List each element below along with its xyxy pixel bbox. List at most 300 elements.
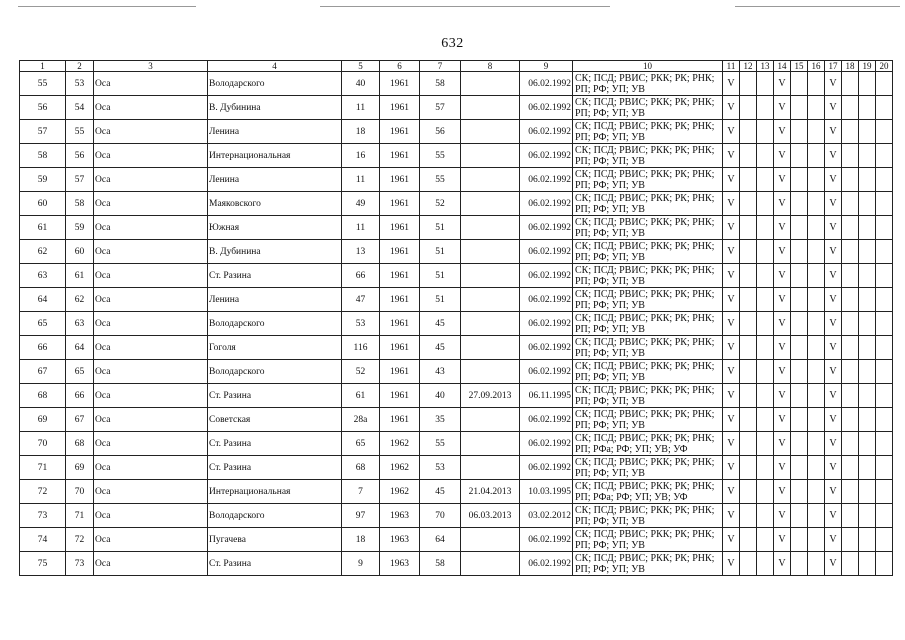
empty-col20-cell xyxy=(876,552,893,576)
wear-percent-cell: 51 xyxy=(420,240,461,264)
empty-col20-cell xyxy=(876,312,893,336)
object-number: 67 xyxy=(66,408,94,432)
table-row xyxy=(20,264,893,288)
empty-col15-cell xyxy=(791,192,808,216)
empty-col20-cell xyxy=(876,96,893,120)
row-number: 75 xyxy=(20,552,66,576)
wear-percent-cell: 45 xyxy=(420,480,461,504)
column-header-13: 13 xyxy=(757,61,774,72)
row-number: 56 xyxy=(20,96,66,120)
town-cell: Оса xyxy=(94,72,208,96)
date-col8-cell: 21.04.2013 xyxy=(461,480,520,504)
empty-col18-cell xyxy=(842,288,859,312)
wear-percent-cell: 55 xyxy=(420,168,461,192)
empty-col18-cell xyxy=(842,240,859,264)
empty-col20-cell xyxy=(876,144,893,168)
year-cell: 1961 xyxy=(380,168,420,192)
empty-col16-cell xyxy=(808,288,825,312)
date-col8-cell xyxy=(461,168,520,192)
empty-col19-cell xyxy=(859,72,876,96)
house-cell: 18 xyxy=(342,120,380,144)
table-row xyxy=(20,168,893,192)
house-cell: 9 xyxy=(342,552,380,576)
empty-col19-cell xyxy=(859,168,876,192)
column-header-12: 12 xyxy=(740,61,757,72)
column-header-6: 6 xyxy=(380,61,420,72)
date-col9-cell: 06.02.1992 xyxy=(520,168,573,192)
empty-col12-cell xyxy=(740,216,757,240)
object-number: 56 xyxy=(66,144,94,168)
codes-cell: СК; ПСД; РВИС; РКК; РК; РНК; РП; РФ; УП; УВ xyxy=(573,240,723,264)
date-col8-cell xyxy=(461,408,520,432)
street-cell: Интернациональная xyxy=(208,144,342,168)
date-col8-cell xyxy=(461,360,520,384)
empty-col20-cell xyxy=(876,336,893,360)
table-row xyxy=(20,408,893,432)
empty-col18-cell xyxy=(842,192,859,216)
empty-col15-cell xyxy=(791,96,808,120)
row-number: 62 xyxy=(20,240,66,264)
table-row xyxy=(20,192,893,216)
date-col9-cell: 06.02.1992 xyxy=(520,360,573,384)
empty-col20-cell xyxy=(876,408,893,432)
empty-col19-cell xyxy=(859,96,876,120)
empty-col20-cell xyxy=(876,480,893,504)
empty-col16-cell xyxy=(808,216,825,240)
mark-col11-cell: V xyxy=(723,552,740,576)
table-row xyxy=(20,528,893,552)
empty-col15-cell xyxy=(791,504,808,528)
date-col8-cell xyxy=(461,528,520,552)
mark-col17-cell: V xyxy=(825,96,842,120)
mark-col11-cell: V xyxy=(723,336,740,360)
codes-cell: СК; ПСД; РВИС; РКК; РК; РНК; РП; РФа; РФ; УП; УВ; УФ xyxy=(573,432,723,456)
house-cell: 13 xyxy=(342,240,380,264)
date-col8-cell xyxy=(461,312,520,336)
empty-col20-cell xyxy=(876,384,893,408)
row-number: 59 xyxy=(20,168,66,192)
mark-col17-cell: V xyxy=(825,528,842,552)
wear-percent-cell: 51 xyxy=(420,288,461,312)
codes-cell: СК; ПСД; РВИС; РКК; РК; РНК; РП; РФ; УП; УВ xyxy=(573,312,723,336)
object-number: 59 xyxy=(66,216,94,240)
column-header-2: 2 xyxy=(66,61,94,72)
empty-col13-cell xyxy=(757,96,774,120)
empty-col12-cell xyxy=(740,504,757,528)
empty-col20-cell xyxy=(876,72,893,96)
codes-cell: СК; ПСД; РВИС; РКК; РК; РНК; РП; РФ; УП; УВ xyxy=(573,264,723,288)
wear-percent-cell: 53 xyxy=(420,456,461,480)
object-number: 61 xyxy=(66,264,94,288)
mark-col11-cell: V xyxy=(723,528,740,552)
empty-col12-cell xyxy=(740,360,757,384)
empty-col16-cell xyxy=(808,432,825,456)
empty-col12-cell xyxy=(740,264,757,288)
empty-col12-cell xyxy=(740,552,757,576)
year-cell: 1961 xyxy=(380,264,420,288)
date-col8-cell xyxy=(461,192,520,216)
empty-col16-cell xyxy=(808,504,825,528)
empty-col16-cell xyxy=(808,72,825,96)
street-cell: Ст. Разина xyxy=(208,552,342,576)
year-cell: 1961 xyxy=(380,408,420,432)
date-col8-cell xyxy=(461,264,520,288)
object-number: 71 xyxy=(66,504,94,528)
house-cell: 11 xyxy=(342,216,380,240)
mark-col11-cell: V xyxy=(723,480,740,504)
empty-col13-cell xyxy=(757,456,774,480)
empty-col18-cell xyxy=(842,528,859,552)
wear-percent-cell: 45 xyxy=(420,336,461,360)
mark-col11-cell: V xyxy=(723,312,740,336)
empty-col13-cell xyxy=(757,552,774,576)
empty-col16-cell xyxy=(808,384,825,408)
date-col9-cell: 06.02.1992 xyxy=(520,432,573,456)
table-row xyxy=(20,216,893,240)
mark-col17-cell: V xyxy=(825,216,842,240)
empty-col13-cell xyxy=(757,408,774,432)
row-number: 71 xyxy=(20,456,66,480)
table-body xyxy=(20,72,893,576)
object-number: 73 xyxy=(66,552,94,576)
town-cell: Оса xyxy=(94,120,208,144)
empty-col16-cell xyxy=(808,192,825,216)
date-col8-cell xyxy=(461,432,520,456)
mark-col17-cell: V xyxy=(825,336,842,360)
wear-percent-cell: 40 xyxy=(420,384,461,408)
empty-col12-cell xyxy=(740,168,757,192)
wear-percent-cell: 51 xyxy=(420,264,461,288)
empty-col16-cell xyxy=(808,456,825,480)
empty-col16-cell xyxy=(808,480,825,504)
empty-col15-cell xyxy=(791,480,808,504)
codes-cell: СК; ПСД; РВИС; РКК; РК; РНК; РП; РФ; УП; УВ xyxy=(573,408,723,432)
table-row xyxy=(20,312,893,336)
empty-col18-cell xyxy=(842,336,859,360)
mark-col17-cell: V xyxy=(825,120,842,144)
top-rule-left xyxy=(18,6,196,7)
empty-col12-cell xyxy=(740,528,757,552)
date-col8-cell xyxy=(461,96,520,120)
row-number: 58 xyxy=(20,144,66,168)
empty-col13-cell xyxy=(757,360,774,384)
table-row xyxy=(20,336,893,360)
wear-percent-cell: 52 xyxy=(420,192,461,216)
year-cell: 1961 xyxy=(380,312,420,336)
empty-col20-cell xyxy=(876,192,893,216)
mark-col14-cell: V xyxy=(774,528,791,552)
mark-col14-cell: V xyxy=(774,408,791,432)
empty-col16-cell xyxy=(808,336,825,360)
row-number: 73 xyxy=(20,504,66,528)
codes-cell: СК; ПСД; РВИС; РКК; РК; РНК; РП; РФ; УП; УВ xyxy=(573,168,723,192)
empty-col15-cell xyxy=(791,336,808,360)
wear-percent-cell: 55 xyxy=(420,144,461,168)
town-cell: Оса xyxy=(94,144,208,168)
date-col9-cell: 06.02.1992 xyxy=(520,336,573,360)
year-cell: 1961 xyxy=(380,144,420,168)
empty-col12-cell xyxy=(740,336,757,360)
empty-col18-cell xyxy=(842,480,859,504)
table-row xyxy=(20,120,893,144)
empty-col18-cell xyxy=(842,552,859,576)
mark-col14-cell: V xyxy=(774,288,791,312)
empty-col15-cell xyxy=(791,240,808,264)
mark-col17-cell: V xyxy=(825,264,842,288)
date-col8-cell xyxy=(461,456,520,480)
date-col9-cell: 06.02.1992 xyxy=(520,96,573,120)
column-header-3: 3 xyxy=(94,61,208,72)
year-cell: 1962 xyxy=(380,456,420,480)
empty-col13-cell xyxy=(757,504,774,528)
codes-cell: СК; ПСД; РВИС; РКК; РК; РНК; РП; РФ; УП; УВ xyxy=(573,72,723,96)
column-header-17: 17 xyxy=(825,61,842,72)
empty-col19-cell xyxy=(859,312,876,336)
object-number: 53 xyxy=(66,72,94,96)
date-col9-cell: 06.02.1992 xyxy=(520,192,573,216)
object-number: 62 xyxy=(66,288,94,312)
column-header-5: 5 xyxy=(342,61,380,72)
empty-col13-cell xyxy=(757,312,774,336)
row-number: 57 xyxy=(20,120,66,144)
empty-col19-cell xyxy=(859,432,876,456)
empty-col13-cell xyxy=(757,528,774,552)
empty-col16-cell xyxy=(808,312,825,336)
codes-cell: СК; ПСД; РВИС; РКК; РК; РНК; РП; РФ; УП; УВ xyxy=(573,216,723,240)
empty-col16-cell xyxy=(808,264,825,288)
column-header-19: 19 xyxy=(859,61,876,72)
codes-cell: СК; ПСД; РВИС; РКК; РК; РНК; РП; РФ; УП; УВ xyxy=(573,96,723,120)
mark-col17-cell: V xyxy=(825,288,842,312)
date-col8-cell: 06.03.2013 xyxy=(461,504,520,528)
mark-col17-cell: V xyxy=(825,168,842,192)
wear-percent-cell: 58 xyxy=(420,552,461,576)
mark-col11-cell: V xyxy=(723,504,740,528)
house-cell: 11 xyxy=(342,96,380,120)
mark-col11-cell: V xyxy=(723,120,740,144)
wear-percent-cell: 64 xyxy=(420,528,461,552)
date-col9-cell: 06.02.1992 xyxy=(520,408,573,432)
empty-col20-cell xyxy=(876,264,893,288)
mark-col11-cell: V xyxy=(723,144,740,168)
column-header-15: 15 xyxy=(791,61,808,72)
table-row xyxy=(20,144,893,168)
object-number: 58 xyxy=(66,192,94,216)
mark-col11-cell: V xyxy=(723,96,740,120)
mark-col14-cell: V xyxy=(774,480,791,504)
street-cell: Советская xyxy=(208,408,342,432)
date-col9-cell: 06.11.1995 xyxy=(520,384,573,408)
town-cell: Оса xyxy=(94,432,208,456)
house-cell: 16 xyxy=(342,144,380,168)
table-row xyxy=(20,240,893,264)
mark-col14-cell: V xyxy=(774,264,791,288)
street-cell: Ст. Разина xyxy=(208,384,342,408)
mark-col14-cell: V xyxy=(774,120,791,144)
object-number: 57 xyxy=(66,168,94,192)
codes-cell: СК; ПСД; РВИС; РКК; РК; РНК; РП; РФ; УП; УВ xyxy=(573,288,723,312)
empty-col20-cell xyxy=(876,432,893,456)
object-number: 54 xyxy=(66,96,94,120)
empty-col20-cell xyxy=(876,216,893,240)
date-col8-cell xyxy=(461,216,520,240)
wear-percent-cell: 56 xyxy=(420,120,461,144)
column-header-14: 14 xyxy=(774,61,791,72)
date-col9-cell: 06.02.1992 xyxy=(520,72,573,96)
mark-col14-cell: V xyxy=(774,168,791,192)
house-cell: 66 xyxy=(342,264,380,288)
town-cell: Оса xyxy=(94,192,208,216)
year-cell: 1961 xyxy=(380,216,420,240)
empty-col12-cell xyxy=(740,120,757,144)
table-row xyxy=(20,96,893,120)
empty-col13-cell xyxy=(757,144,774,168)
mark-col11-cell: V xyxy=(723,384,740,408)
mark-col14-cell: V xyxy=(774,432,791,456)
date-col8-cell: 27.09.2013 xyxy=(461,384,520,408)
object-number: 65 xyxy=(66,360,94,384)
empty-col16-cell xyxy=(808,408,825,432)
empty-col16-cell xyxy=(808,96,825,120)
table-row xyxy=(20,504,893,528)
object-number: 70 xyxy=(66,480,94,504)
mark-col14-cell: V xyxy=(774,504,791,528)
empty-col15-cell xyxy=(791,360,808,384)
date-col9-cell: 06.02.1992 xyxy=(520,144,573,168)
empty-col13-cell xyxy=(757,480,774,504)
wear-percent-cell: 45 xyxy=(420,312,461,336)
empty-col18-cell xyxy=(842,72,859,96)
row-number: 70 xyxy=(20,432,66,456)
date-col9-cell: 06.02.1992 xyxy=(520,264,573,288)
empty-col13-cell xyxy=(757,240,774,264)
codes-cell: СК; ПСД; РВИС; РКК; РК; РНК; РП; РФ; УП; УВ xyxy=(573,528,723,552)
empty-col19-cell xyxy=(859,480,876,504)
empty-col16-cell xyxy=(808,168,825,192)
empty-col16-cell xyxy=(808,528,825,552)
empty-col13-cell xyxy=(757,168,774,192)
row-number: 68 xyxy=(20,384,66,408)
year-cell: 1961 xyxy=(380,240,420,264)
mark-col11-cell: V xyxy=(723,360,740,384)
empty-col20-cell xyxy=(876,456,893,480)
house-cell: 40 xyxy=(342,72,380,96)
empty-col12-cell xyxy=(740,456,757,480)
town-cell: Оса xyxy=(94,288,208,312)
mark-col17-cell: V xyxy=(825,192,842,216)
object-number: 60 xyxy=(66,240,94,264)
street-cell: Володарского xyxy=(208,504,342,528)
empty-col20-cell xyxy=(876,168,893,192)
empty-col16-cell xyxy=(808,360,825,384)
empty-col20-cell xyxy=(876,288,893,312)
row-number: 60 xyxy=(20,192,66,216)
column-header-18: 18 xyxy=(842,61,859,72)
house-cell: 65 xyxy=(342,432,380,456)
mark-col17-cell: V xyxy=(825,72,842,96)
year-cell: 1961 xyxy=(380,336,420,360)
empty-col18-cell xyxy=(842,408,859,432)
town-cell: Оса xyxy=(94,384,208,408)
empty-col15-cell xyxy=(791,168,808,192)
mark-col14-cell: V xyxy=(774,240,791,264)
empty-col18-cell xyxy=(842,432,859,456)
empty-col15-cell xyxy=(791,384,808,408)
column-header-4: 4 xyxy=(208,61,342,72)
empty-col12-cell xyxy=(740,240,757,264)
street-cell: Пугачева xyxy=(208,528,342,552)
empty-col18-cell xyxy=(842,384,859,408)
house-cell: 97 xyxy=(342,504,380,528)
empty-col15-cell xyxy=(791,408,808,432)
wear-percent-cell: 57 xyxy=(420,96,461,120)
empty-col13-cell xyxy=(757,432,774,456)
empty-col19-cell xyxy=(859,408,876,432)
empty-col13-cell xyxy=(757,264,774,288)
mark-col17-cell: V xyxy=(825,432,842,456)
object-number: 68 xyxy=(66,432,94,456)
mark-col11-cell: V xyxy=(723,168,740,192)
empty-col15-cell xyxy=(791,216,808,240)
mark-col17-cell: V xyxy=(825,456,842,480)
empty-col15-cell xyxy=(791,72,808,96)
top-rule-middle xyxy=(320,6,610,7)
house-cell: 18 xyxy=(342,528,380,552)
town-cell: Оса xyxy=(94,504,208,528)
year-cell: 1963 xyxy=(380,552,420,576)
top-rule-right xyxy=(735,6,900,7)
year-cell: 1963 xyxy=(380,504,420,528)
column-header-11: 11 xyxy=(723,61,740,72)
year-cell: 1963 xyxy=(380,528,420,552)
empty-col15-cell xyxy=(791,288,808,312)
date-col9-cell: 10.03.1995 xyxy=(520,480,573,504)
codes-cell: СК; ПСД; РВИС; РКК; РК; РНК; РП; РФ; УП; УВ xyxy=(573,384,723,408)
date-col8-cell xyxy=(461,144,520,168)
empty-col18-cell xyxy=(842,120,859,144)
mark-col14-cell: V xyxy=(774,384,791,408)
date-col9-cell: 06.02.1992 xyxy=(520,288,573,312)
date-col8-cell xyxy=(461,552,520,576)
codes-cell: СК; ПСД; РВИС; РКК; РК; РНК; РП; РФ; УП; УВ xyxy=(573,552,723,576)
empty-col18-cell xyxy=(842,168,859,192)
house-cell: 7 xyxy=(342,480,380,504)
street-cell: Володарского xyxy=(208,360,342,384)
wear-percent-cell: 43 xyxy=(420,360,461,384)
codes-cell: СК; ПСД; РВИС; РКК; РК; РНК; РП; РФ; УП; УВ xyxy=(573,456,723,480)
town-cell: Оса xyxy=(94,96,208,120)
table-row xyxy=(20,552,893,576)
street-cell: Интернациональная xyxy=(208,480,342,504)
codes-cell: СК; ПСД; РВИС; РКК; РК; РНК; РП; РФ; УП; УВ xyxy=(573,504,723,528)
date-col9-cell: 06.02.1992 xyxy=(520,312,573,336)
empty-col19-cell xyxy=(859,120,876,144)
street-cell: Ст. Разина xyxy=(208,264,342,288)
empty-col19-cell xyxy=(859,360,876,384)
header-row xyxy=(20,61,893,72)
row-number: 69 xyxy=(20,408,66,432)
house-cell: 61 xyxy=(342,384,380,408)
codes-cell: СК; ПСД; РВИС; РКК; РК; РНК; РП; РФ; УП; УВ xyxy=(573,336,723,360)
empty-col18-cell xyxy=(842,504,859,528)
wear-percent-cell: 58 xyxy=(420,72,461,96)
empty-col12-cell xyxy=(740,432,757,456)
codes-cell: СК; ПСД; РВИС; РКК; РК; РНК; РП; РФ; УП; УВ xyxy=(573,192,723,216)
empty-col15-cell xyxy=(791,528,808,552)
empty-col12-cell xyxy=(740,312,757,336)
empty-col18-cell xyxy=(842,216,859,240)
empty-col16-cell xyxy=(808,120,825,144)
